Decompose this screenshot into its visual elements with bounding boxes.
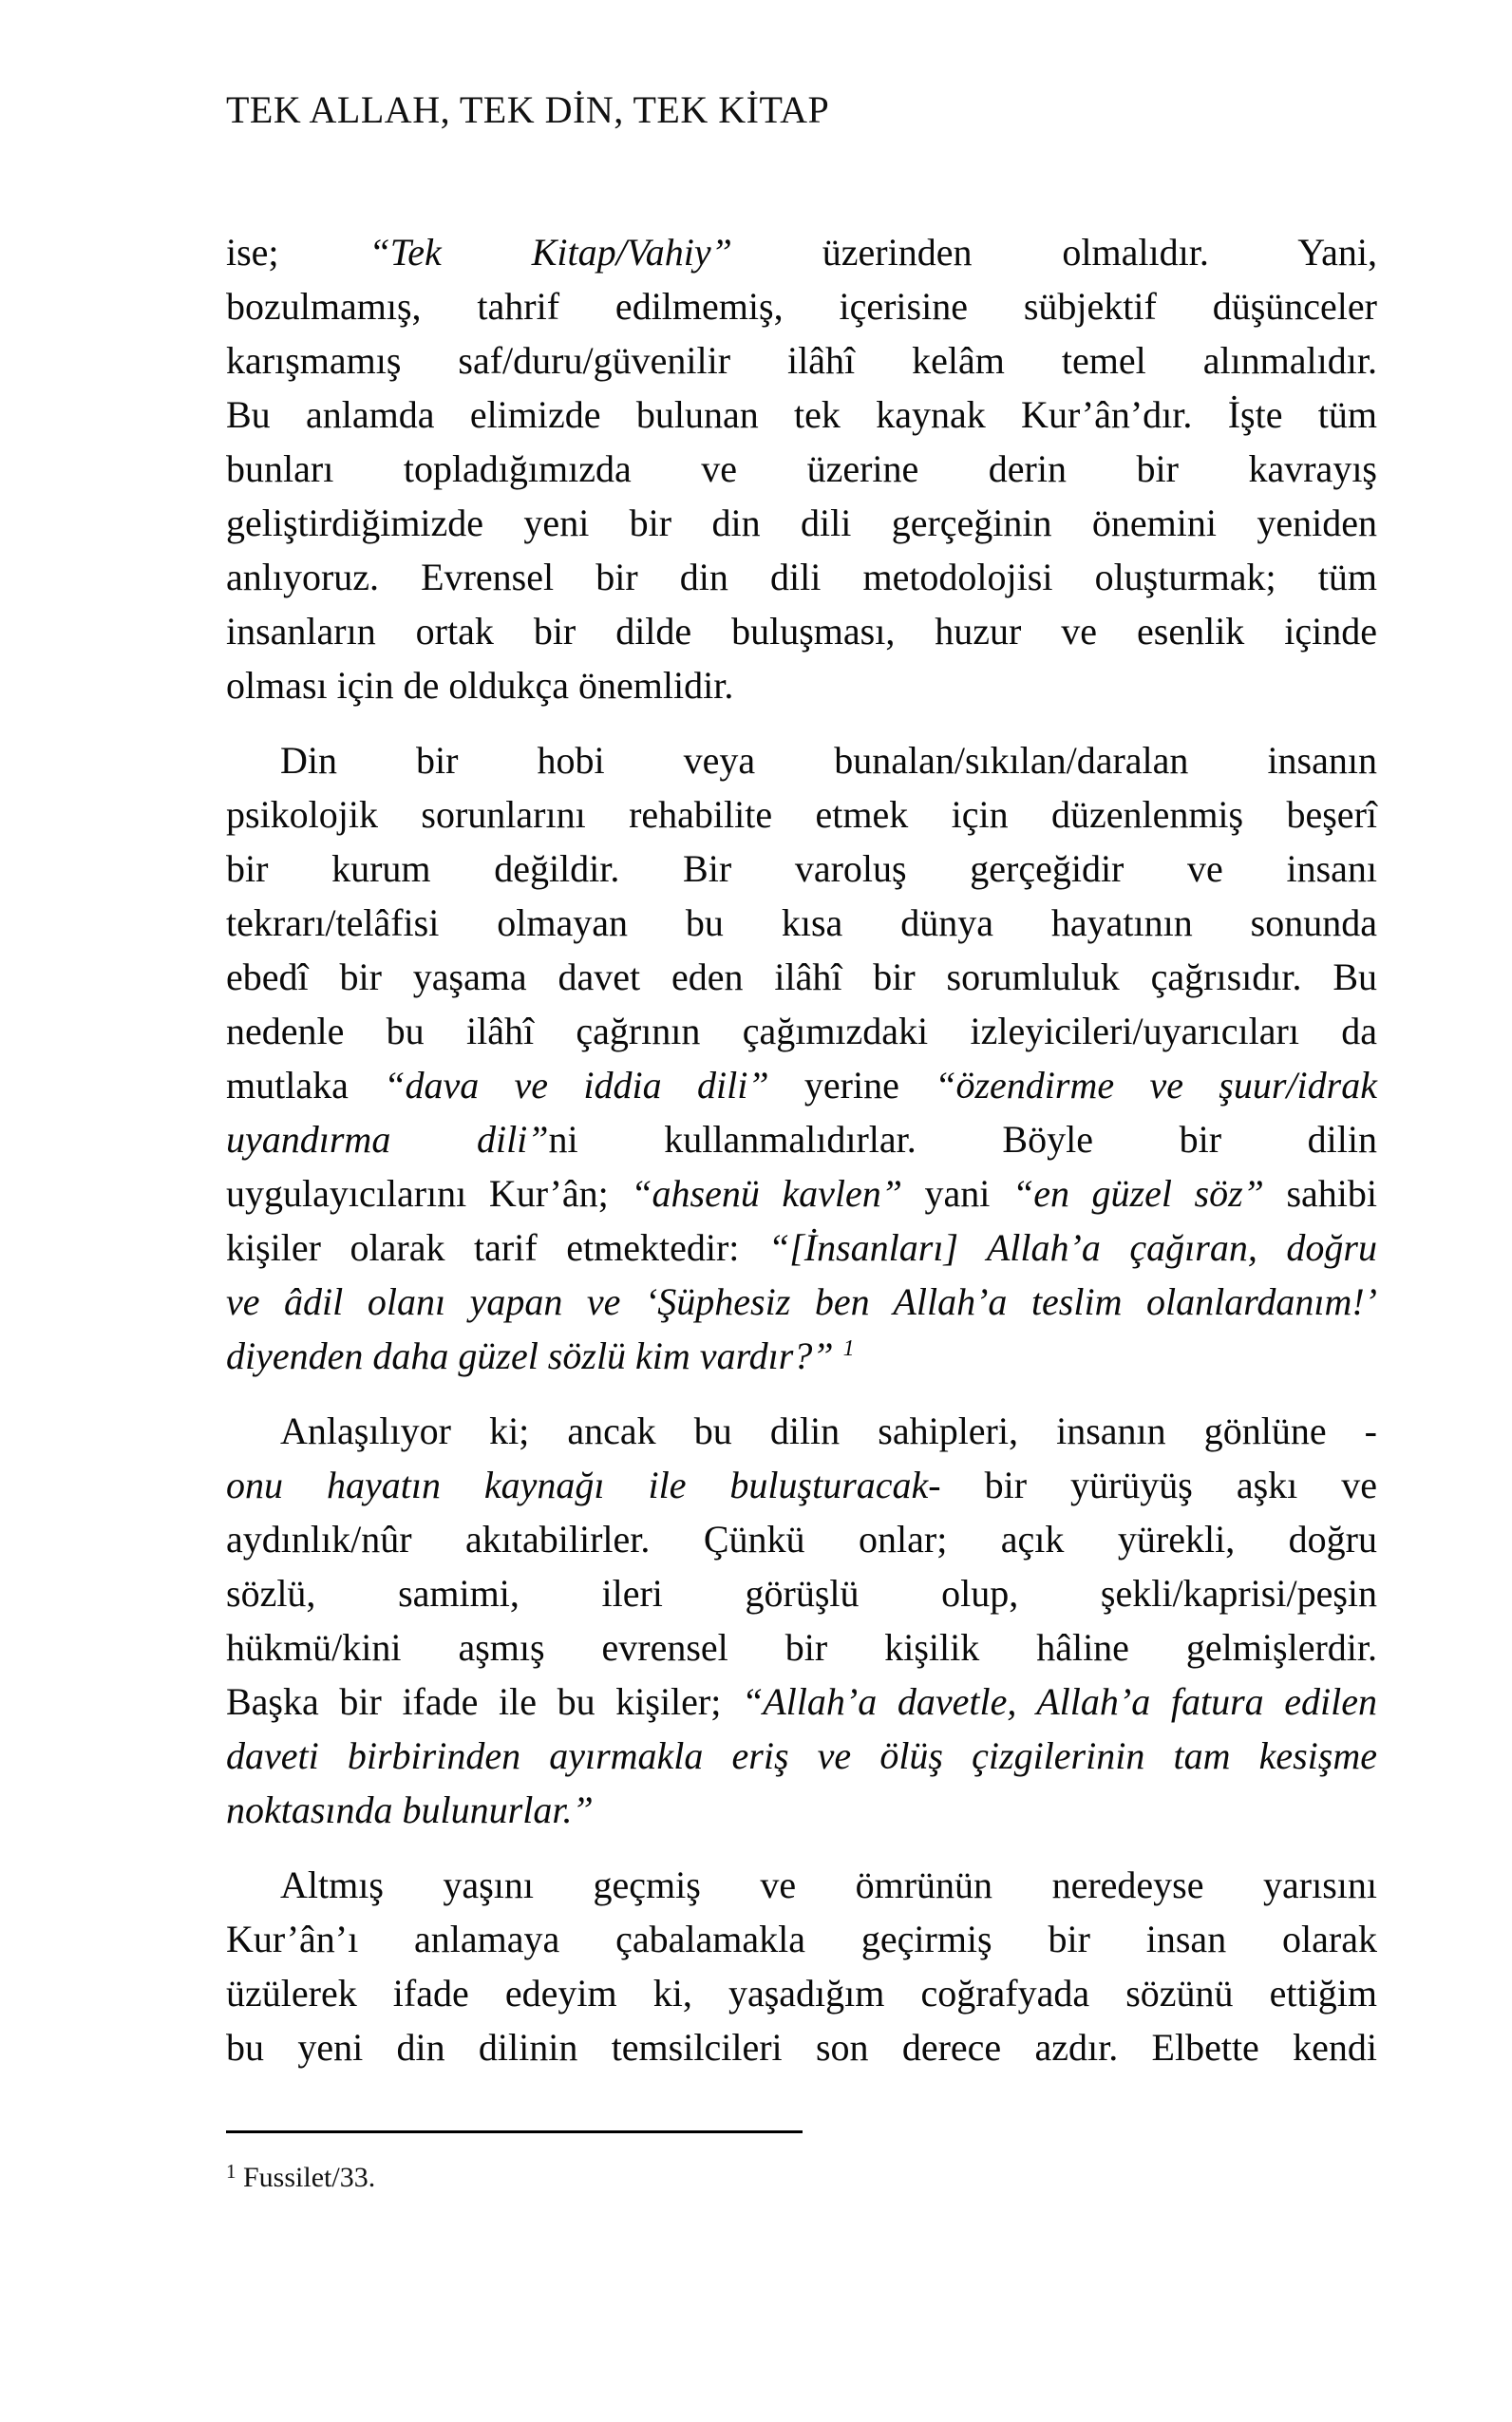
text-segment: sözlü, samimi, ileri görüşlü olup, şekli/kaprisi/peşin <box>226 1572 1377 1615</box>
text-line <box>226 442 1377 496</box>
footnote-text: Fussilet/33. <box>236 2162 376 2193</box>
text-line <box>226 1112 1377 1166</box>
text-segment: tekrarı/telâfisi olmayan bu kısa dünya hayatının sonunda <box>226 901 1377 944</box>
text-segment: bir kurum değildir. Bir varoluş gerçeğidir ve insanı <box>226 847 1377 890</box>
text-segment: bir yürüyüş aşkı ve <box>940 1464 1377 1506</box>
paragraph <box>226 733 1377 1383</box>
text-segment: üzerinden olmalıdır. Yani, <box>731 231 1378 274</box>
text-segment: bunları topladığımızda ve üzerine derin bir kavrayış <box>226 447 1377 490</box>
text-line <box>226 733 1377 787</box>
text-line <box>226 1858 1377 1912</box>
text-segment: nedenle bu ilâhî çağrının çağımızdaki izleyicileri/uyarıcıları da <box>226 1010 1377 1052</box>
footnote <box>226 2152 1377 2197</box>
text-line <box>226 1566 1377 1620</box>
text-line <box>226 950 1377 1004</box>
text-segment: “Allah’a davetle, Allah’a fatura edilen <box>741 1680 1378 1723</box>
text-line <box>226 1783 1377 1837</box>
text-segment: Altmış yaşını geçmiş ve ömrünün neredeyse yarısını <box>280 1864 1377 1906</box>
footnote-reference: 1 <box>842 1336 855 1361</box>
paragraph <box>226 1858 1377 2074</box>
text-segment: geliştirdiğimizde yeni bir din dili gerçeğinin önemini yeniden <box>226 501 1377 544</box>
text-segment: Bu anlamda elimizde bulunan tek kaynak Kur’ân’dır. İşte tüm <box>226 393 1377 436</box>
text-line <box>226 1329 1377 1383</box>
text-line <box>226 1729 1377 1783</box>
text-segment: Başka bir ifade ile bu kişiler; <box>226 1680 742 1723</box>
text-segment: ebedî bir yaşama davet eden ilâhî bir sorumluluk çağrısıdır. Bu <box>226 956 1377 998</box>
text-segment: ni kullanmalıdırlar. Böyle bir dilin <box>548 1118 1378 1161</box>
text-line <box>226 333 1377 388</box>
text-segment: uyandırma dili” <box>226 1118 549 1161</box>
text-segment: karışmamış saf/duru/güvenilir ilâhî kelâm temel alınmalıdır. <box>226 339 1377 382</box>
text-line <box>226 388 1377 442</box>
text-segment: Din bir hobi veya bunalan/sıkılan/daralan insanın <box>280 739 1377 782</box>
text-line <box>226 1058 1377 1112</box>
text-segment: Kur’ân’ı anlamaya çabalamakla geçirmiş bir insan olarak <box>226 1918 1377 1960</box>
text-segment: anlıyoruz. Evrensel bir din dili metodolojisi oluşturmak; tüm <box>226 556 1377 598</box>
text-line <box>226 1004 1377 1058</box>
text-segment: ve âdil olanı yapan ve ‘Şüphesiz ben Allah’a teslim olanlardanım!’ <box>226 1280 1377 1323</box>
text-segment: mutlaka <box>226 1064 385 1107</box>
text-line <box>226 1912 1377 1966</box>
text-line <box>226 2020 1377 2074</box>
footnote-marker: 1 <box>226 2160 236 2183</box>
text-line <box>226 896 1377 950</box>
text-segment: “dava ve iddia dili” <box>384 1064 769 1107</box>
text-line <box>226 496 1377 550</box>
text-segment: yerine <box>768 1064 936 1107</box>
text-line <box>226 658 1377 712</box>
text-line <box>226 279 1377 333</box>
text-line <box>226 1404 1377 1458</box>
text-line <box>226 1512 1377 1566</box>
text-line <box>226 1458 1377 1512</box>
text-segment: “[İnsanları] Allah’a çağıran, doğru <box>767 1226 1377 1269</box>
footnote-divider <box>226 2130 803 2133</box>
paragraph <box>226 225 1377 712</box>
text-segment: onu hayatın kaynağı ile buluşturacak- <box>226 1464 941 1506</box>
text-segment: bu yeni din dilinin temsilcileri son derece azdır. Elbette kendi <box>226 2026 1377 2069</box>
text-line <box>226 1166 1377 1220</box>
text-line <box>226 787 1377 842</box>
text-line <box>226 225 1377 279</box>
paragraph <box>226 1404 1377 1837</box>
text-segment: daveti birbirinden ayırmakla eriş ve ölüş çizgilerinin tam kesişme <box>226 1734 1377 1777</box>
text-segment: yani <box>902 1172 1012 1215</box>
text-segment: üzülerek ifade edeyim ki, yaşadığım coğrafyada sözünü ettiğim <box>226 1972 1377 2015</box>
text-line <box>226 1966 1377 2020</box>
text-line <box>226 842 1377 896</box>
text-line <box>226 604 1377 658</box>
body-text <box>226 225 1377 2074</box>
text-segment: uygulayıcılarını Kur’ân; <box>226 1172 632 1215</box>
page-header-title: TEK ALLAH, TEK DİN, TEK KİTAP <box>226 88 830 131</box>
text-segment: “Tek Kitap/Vahiy” <box>369 231 732 274</box>
text-segment: “en güzel söz” <box>1011 1172 1264 1215</box>
text-segment: aydınlık/nûr akıtabilirler. Çünkü onlar; açık yürekli, doğru <box>226 1518 1377 1561</box>
text-line <box>226 550 1377 604</box>
text-line <box>226 1220 1377 1275</box>
text-line <box>226 1620 1377 1675</box>
text-segment: bozulmamış, tahrif edilmemiş, içerisine sübjektif düşünceler <box>226 285 1377 328</box>
text-segment: hükmü/kini aşmış evrensel bir kişilik hâline gelmişlerdir. <box>226 1626 1377 1669</box>
text-line <box>226 1275 1377 1329</box>
text-line <box>226 1675 1377 1729</box>
text-segment: ise; <box>226 231 369 274</box>
text-segment: insanların ortak bir dilde buluşması, huzur ve esenlik içinde <box>226 610 1377 653</box>
text-segment: olması için de oldukça önemlidir. <box>226 664 734 707</box>
text-segment: diyenden daha güzel sözlü kim vardır?” <box>226 1334 843 1377</box>
text-segment: noktasında bulunurlar.” <box>226 1788 594 1831</box>
text-segment: psikolojik sorunlarını rehabilite etmek için düzenlenmiş beşerî <box>226 793 1377 836</box>
text-segment: “ahsenü kavlen” <box>631 1172 902 1215</box>
text-segment: “özendirme ve şuur/idrak <box>935 1064 1377 1107</box>
text-segment: sahibi <box>1263 1172 1378 1215</box>
text-segment: Anlaşılıyor ki; ancak bu dilin sahipleri, insanın gönlüne - <box>280 1410 1377 1452</box>
text-segment: kişiler olarak tarif etmektedir: <box>226 1226 768 1269</box>
